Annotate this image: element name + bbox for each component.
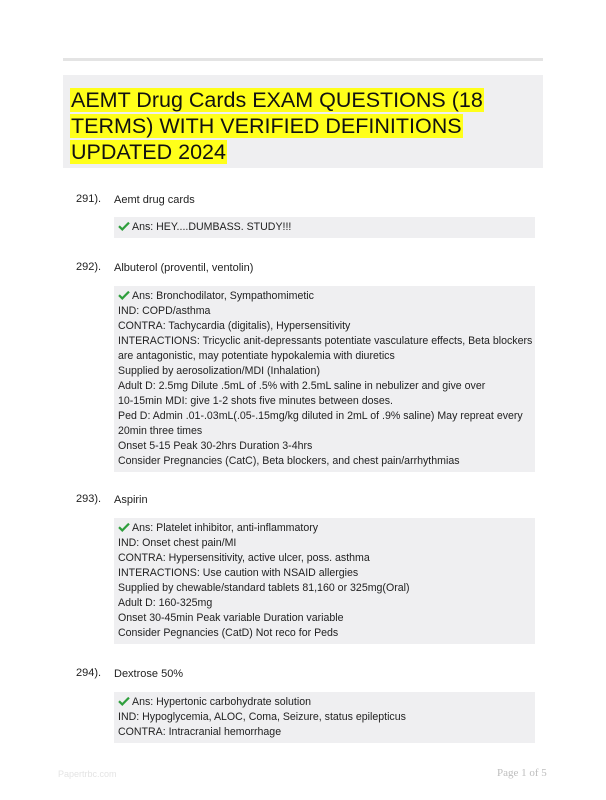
answer-line: Ped D: Admin .01-.03mL(.05-.15mg/kg diluted in 2mL of .9% saline) May repreat every (118, 410, 523, 422)
question-number: 291). (76, 193, 102, 205)
answer-line: INTERACTIONS: Use caution with NSAID allergies (118, 567, 359, 579)
answer-line: Ans: Platelet inhibitor, anti-inflammatory (118, 521, 531, 536)
answer-line: INTERACTIONS: Tricyclic anit-depressants potentiate vasculature effects, Beta blockers (118, 335, 533, 347)
answer-line: CONTRA: Tachycardia (digitalis), Hypersensitivity (118, 320, 351, 332)
question-term: Dextrose 50% (114, 668, 184, 680)
answer-line: CONTRA: Hypersensitivity, active ulcer, poss. asthma (118, 552, 370, 564)
question-term: Albuterol (proventil, ventolin) (114, 262, 254, 274)
question-number: 294). (76, 667, 102, 679)
question-number: 293). (76, 493, 102, 505)
answer-line: Adult D: 160-325mg (118, 597, 213, 609)
answer-box (114, 518, 535, 644)
footer-site-watermark: Papertrbc.com (58, 769, 117, 779)
answer-line: Consider Pegnancies (CatD) Not reco for Peds (118, 627, 339, 639)
answer-line: Ans: HEY....DUMBASS. STUDY!!! (118, 220, 531, 235)
answer-line: Consider Pregnancies (CatC), Beta blockers, and chest pain/arrhythmias (118, 455, 460, 467)
question-term: Aemt drug cards (114, 194, 195, 206)
answer-line: are antagonistic, may potentiate hypokalemia with diuretics (118, 350, 395, 362)
answer-line: 20min three times (118, 425, 203, 437)
answer-line: IND: COPD/asthma (118, 305, 211, 317)
checkmark-icon (118, 290, 130, 300)
answer-line: Ans: Bronchodilator, Sympathomimetic (118, 289, 531, 304)
document-title: AEMT Drug Cards EXAM QUESTIONS (18 TERMS) WITH VERIFIED DEFINITIONS UPDATED 2024 (71, 88, 483, 164)
answer-line: IND: Hypoglycemia, ALOC, Coma, Seizure, status epilepticus (118, 711, 406, 723)
checkmark-icon (118, 522, 130, 532)
top-divider (63, 58, 543, 61)
checkmark-icon (118, 221, 130, 231)
answer-line: Onset 5-15 Peak 30-2hrs Duration 3-4hrs (118, 440, 313, 452)
answer-line: Supplied by chewable/standard tablets 81,160 or 325mg(Oral) (118, 582, 410, 594)
answer-line: IND: Onset chest pain/MI (118, 537, 237, 549)
answer-line: Onset 30-45min Peak variable Duration variable (118, 612, 344, 624)
answer-line: 10-15min MDI: give 1-2 shots five minutes between doses. (118, 395, 393, 407)
checkmark-icon (118, 696, 130, 706)
page-number: Page 1 of 5 (497, 767, 547, 779)
question-number: 292). (76, 261, 102, 273)
answer-box (114, 217, 535, 238)
answer-line: Supplied by aerosolization/MDI (Inhalation) (118, 365, 320, 377)
question-term: Aspirin (114, 494, 148, 506)
answer-box (114, 692, 535, 743)
answer-line: CONTRA: Intracranial hemorrhage (118, 726, 282, 738)
answer-box (114, 286, 535, 472)
answer-line: Adult D: 2.5mg Dilute .5mL of .5% with 2.5mL saline in nebulizer and give over (118, 380, 486, 392)
answer-line: Ans: Hypertonic carbohydrate solution (118, 695, 531, 710)
